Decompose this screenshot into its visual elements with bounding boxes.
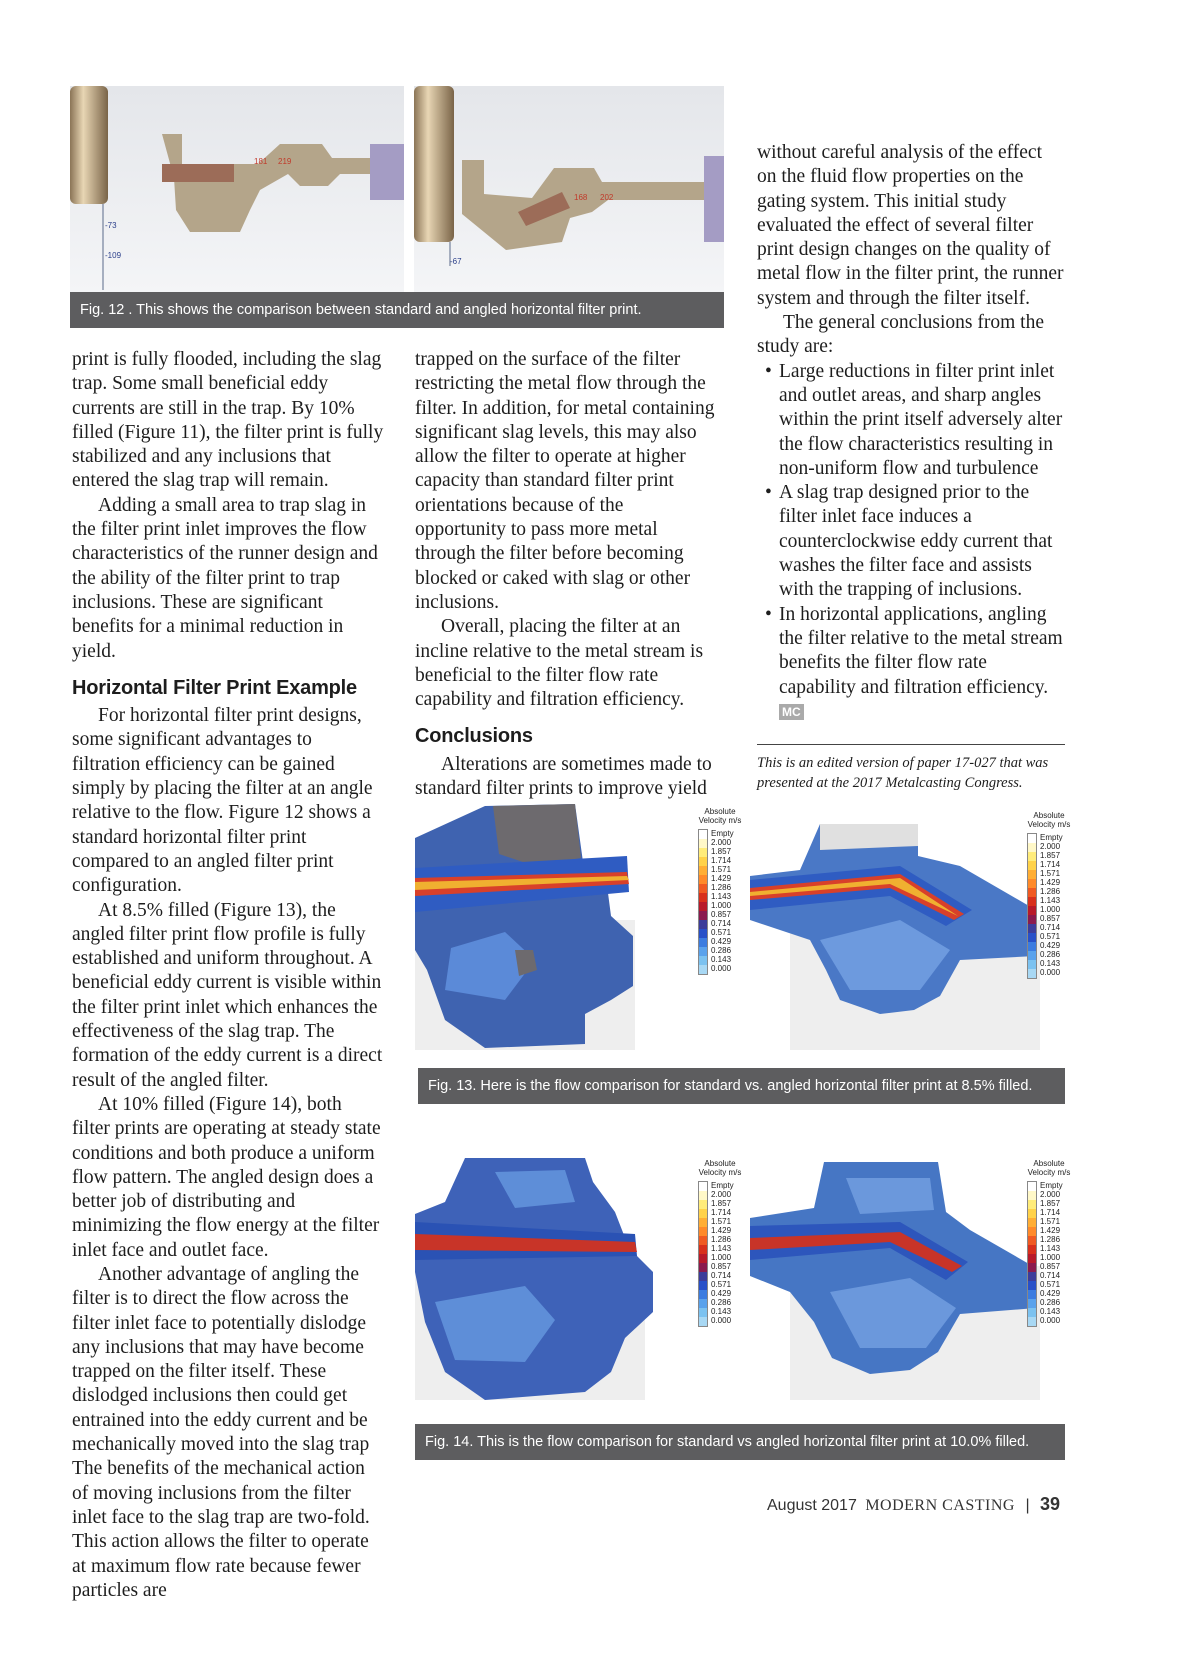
legend-swatch	[1028, 1317, 1036, 1326]
legend-units: Velocity m/s	[698, 816, 742, 825]
fig14-legend-left	[698, 1159, 742, 1327]
legend-swatch	[699, 1272, 707, 1281]
legend-swatch	[1028, 1290, 1036, 1299]
legend-value: 0.286	[1040, 1298, 1061, 1307]
fig14-angled-sim	[750, 1152, 1040, 1402]
legend-swatch	[699, 1245, 707, 1254]
legend-swatch	[1028, 861, 1036, 870]
legend-swatch	[1028, 1218, 1036, 1227]
legend-swatch	[1028, 1254, 1036, 1263]
heading-horizontal-filter-print-example: Horizontal Filter Print Example	[72, 676, 357, 699]
col1-paragraph-6: Another advantage of angling the filter is to direct the flow across the filter inlet face to potentially dislodge any inclusions that may have become trapped on the filter itself. These dislodged inclusions then could get entrained into the eddy current and be mechanically moved into the slag trap The benefits of the mechanical action of moving inclusions from the filter inlet face to the slag trap are two-fold. This action allows the filter to operate at maximum flow rate because fewer particles are	[72, 1263, 370, 1601]
legend-swatch	[699, 1299, 707, 1308]
legend-empty-label: Empty	[1040, 833, 1063, 842]
legend-swatch	[1028, 1263, 1036, 1272]
legend-value: 0.714	[1040, 923, 1061, 932]
legend-swatch	[699, 1218, 707, 1227]
legend-value: 1.000	[1040, 905, 1061, 914]
legend-swatch	[1028, 933, 1036, 942]
col2-paragraph-1: trapped on the surface of the filter restricting the metal flow through the filter. In addition, for metal containing significant slag levels, this may also allow the filter to operate at higher capacity than standard filter print orientations because of the opportunity to pass more metal through the filter before becoming blocked or caked with slag or other inclusions.	[415, 349, 715, 613]
conclusions-list	[757, 360, 1065, 724]
legend-swatch	[699, 1290, 707, 1299]
legend-swatch	[699, 1182, 707, 1191]
legend-value: 1.000	[1040, 1253, 1061, 1262]
fig14-legend-right	[1027, 1159, 1071, 1327]
page-number: 39	[1040, 1494, 1061, 1514]
legend-value: 1.714	[1040, 1208, 1061, 1217]
legend-value: 0.571	[711, 1280, 732, 1289]
legend-value: 1.143	[1040, 1244, 1061, 1253]
legend-swatch	[699, 839, 707, 848]
column-1	[72, 348, 384, 1603]
legend-swatch	[1028, 870, 1036, 879]
legend-value: 0.000	[711, 1316, 732, 1325]
legend-swatch	[699, 1200, 707, 1209]
legend-swatch	[1028, 1191, 1036, 1200]
legend-swatch	[1028, 1209, 1036, 1218]
legend-swatch	[1028, 1308, 1036, 1317]
legend-title: Absolute	[704, 1159, 736, 1168]
legend-swatch	[699, 893, 707, 902]
legend-value: 1.000	[711, 901, 732, 910]
col3-paragraph-1: without careful analysis of the effect on the fluid flow properties on the gating system. This initial study evaluated the effect of several filter print design changes on the quality of metal flow in the filter print, the runner system and through the filter itself.	[757, 142, 1064, 309]
fig13-standard-sim	[415, 800, 705, 1050]
paper-note: This is an edited version of paper 17-027 that was presented at the 2017 Metalcasting Congress.	[757, 755, 1049, 792]
legend-swatch	[1028, 924, 1036, 933]
footer-magazine: MODERN CASTING	[865, 1497, 1015, 1514]
legend-value: 1.143	[1040, 896, 1061, 905]
legend-value: 0.000	[1040, 1316, 1061, 1325]
legend-value: 0.286	[1040, 950, 1061, 959]
legend-value: 1.857	[1040, 851, 1061, 860]
legend-value: 0.429	[711, 937, 732, 946]
heading-conclusions: Conclusions	[415, 725, 533, 748]
col1-paragraph-4: At 8.5% filled (Figure 13), the angled filter print flow profile is fully established and uniform throughout. A beneficial eddy current is visible within the filter print inlet which enhances the effectiveness of the slag trap. The formation of the eddy current is a direct result of the angled filter.	[72, 899, 383, 1091]
col1-paragraph-2: Adding a small area to trap slag in the filter print inlet improves the flow characteristics of the runner design and the ability of the filter print to trap inclusions. These are significant benefits for a minimal reduction in yield.	[72, 494, 378, 662]
legend-value: 1.143	[711, 1244, 732, 1253]
legend-value: 1.429	[711, 1226, 732, 1235]
legend-swatch	[1028, 960, 1036, 969]
legend-swatch	[1028, 1245, 1036, 1254]
legend-value: 1.286	[1040, 1235, 1061, 1244]
legend-swatch	[1028, 1236, 1036, 1245]
legend-swatch	[699, 938, 707, 947]
legend-value: 1.571	[711, 1217, 732, 1226]
legend-title: Absolute	[1033, 811, 1065, 820]
col2-paragraph-3: Alterations are sometimes made to standard filter prints to improve yield	[415, 753, 712, 800]
col1-paragraph-1: print is fully flooded, including the slag trap. Some small beneficial eddy currents are still in the trap. By 10% filled (Figure 11), the filter print is fully stabilized and any inclusions that entered the slag trap will remain.	[72, 349, 384, 492]
fig12-caption: Fig. 12 . This shows the comparison between standard and angled horizontal filter print.	[70, 292, 724, 328]
legend-value: 0.714	[711, 1271, 732, 1280]
legend-empty-label: Empty	[1040, 1181, 1063, 1190]
legend-empty-label: Empty	[711, 829, 734, 838]
legend-swatch	[1028, 834, 1036, 843]
fig12-label-neg73: -73	[105, 221, 117, 230]
fig13-angled-sim	[750, 800, 1040, 1050]
legend-value: 1.429	[711, 874, 732, 883]
legend-value: 1.571	[1040, 1217, 1061, 1226]
fig12-label-neg109: -109	[105, 251, 122, 260]
legend-value: 0.143	[711, 1307, 732, 1316]
fig14-standard-sim	[415, 1152, 705, 1402]
legend-value: 2.000	[1040, 842, 1061, 851]
legend-value: 0.000	[1040, 968, 1061, 977]
legend-value: 0.429	[711, 1289, 732, 1298]
legend-value: 1.286	[711, 883, 732, 892]
legend-value: 1.000	[711, 1253, 732, 1262]
col1-paragraph-5: At 10% filled (Figure 14), both filter prints are operating at steady state conditions and both produce a uniform flow pattern. The angled design does a better job of distributing and minimizing the flow energy at the filter inlet face and outlet face.	[72, 1093, 381, 1261]
legend-value: 1.143	[711, 892, 732, 901]
legend-value: 0.571	[1040, 932, 1061, 941]
legend-value: 0.143	[711, 955, 732, 964]
legend-value: 1.714	[711, 1208, 732, 1217]
figure-12	[70, 86, 724, 292]
legend-swatch	[699, 1209, 707, 1218]
legend-value: 0.571	[1040, 1280, 1061, 1289]
legend-swatch	[699, 947, 707, 956]
legend-value: 0.286	[711, 1298, 732, 1307]
legend-value: 0.000	[711, 964, 732, 973]
legend-swatch	[699, 1236, 707, 1245]
legend-value: 2.000	[711, 1190, 732, 1199]
legend-value: 1.857	[1040, 1199, 1061, 1208]
legend-swatch	[699, 875, 707, 884]
footer-date: August 2017	[767, 1497, 857, 1514]
legend-value: 2.000	[711, 838, 732, 847]
column-3	[757, 141, 1065, 793]
legend-swatch	[699, 902, 707, 911]
legend-swatch	[1028, 906, 1036, 915]
legend-swatch	[699, 1191, 707, 1200]
legend-swatch	[1028, 843, 1036, 852]
legend-swatch	[699, 866, 707, 875]
legend-swatch	[1028, 915, 1036, 924]
legend-swatch	[1028, 879, 1036, 888]
legend-value: 0.857	[1040, 1262, 1061, 1271]
legend-value: 0.714	[711, 919, 732, 928]
col1-paragraph-3: For horizontal filter print designs, some significant advantages to filtration efficiency can be gained simply by placing the filter at an angle relative to the flow. Figure 12 shows a standard horizontal filter print compared to an angled filter print configuration.	[72, 705, 373, 897]
legend-swatch	[1028, 888, 1036, 897]
legend-value: 2.000	[1040, 1190, 1061, 1199]
legend-value: 1.429	[1040, 878, 1061, 887]
legend-value: 1.571	[711, 865, 732, 874]
fig12-label-219: 219	[278, 157, 292, 166]
legend-value: 1.286	[711, 1235, 732, 1244]
col2-paragraph-2: Overall, placing the filter at an incline relative to the metal stream is beneficial to the filter flow rate capability and filtration efficiency.	[415, 616, 704, 711]
legend-value: 0.286	[711, 946, 732, 955]
legend-swatch	[1028, 897, 1036, 906]
fig13-legend-right	[1027, 811, 1071, 979]
legend-swatch	[699, 1317, 707, 1326]
conclusion-item: • Large reductions in filter print inlet and outlet areas, and sharp angles within the print itself adversely alter the flow characteristics resulting in non-uniform flow and turbulence	[757, 360, 1065, 481]
legend-value: 0.857	[711, 910, 732, 919]
fig12-label-181: 181	[254, 157, 268, 166]
legend-value: 1.571	[1040, 869, 1061, 878]
legend-swatch	[699, 929, 707, 938]
legend-swatch	[1028, 1182, 1036, 1191]
legend-color-bar	[1027, 833, 1037, 979]
legend-swatch	[699, 956, 707, 965]
legend-value: 1.857	[711, 847, 732, 856]
legend-value: 1.714	[1040, 860, 1061, 869]
legend-value: 1.429	[1040, 1226, 1061, 1235]
legend-value: 1.714	[711, 856, 732, 865]
legend-swatch	[1028, 969, 1036, 978]
legend-value: 0.571	[711, 928, 732, 937]
legend-title: Absolute	[704, 807, 736, 816]
legend-swatch	[1028, 951, 1036, 960]
legend-swatch	[1028, 1227, 1036, 1236]
legend-units: Velocity m/s	[698, 1168, 742, 1177]
legend-swatch	[1028, 942, 1036, 951]
fig13-caption: Fig. 13. Here is the flow comparison for standard vs. angled horizontal filter print at 8.5% filled.	[418, 1068, 1065, 1104]
conclusion-item: • A slag trap designed prior to the filter inlet face induces a counterclockwise eddy current that washes the filter face and assists with the trapping of inclusions.	[757, 481, 1065, 602]
column-2	[415, 348, 715, 801]
legend-swatch	[699, 965, 707, 974]
conclusion-item: • In horizontal applications, angling the filter relative to the metal stream benefits the filter flow rate capability and filtration efficiency. MC	[757, 603, 1065, 724]
legend-value: 0.143	[1040, 1307, 1061, 1316]
legend-value: 0.857	[711, 1262, 732, 1271]
legend-swatch	[699, 911, 707, 920]
legend-color-bar	[1027, 1181, 1037, 1327]
legend-swatch	[1028, 1281, 1036, 1290]
fig14-caption: Fig. 14. This is the flow comparison for standard vs angled horizontal filter print at 10.0% filled.	[415, 1424, 1065, 1460]
fig13-legend-left	[698, 807, 742, 975]
legend-empty-label: Empty	[711, 1181, 734, 1190]
legend-swatch	[1028, 1272, 1036, 1281]
fig12-angled-image	[414, 86, 724, 292]
legend-title: Absolute	[1033, 1159, 1065, 1168]
legend-swatch	[699, 857, 707, 866]
legend-swatch	[699, 830, 707, 839]
legend-value: 0.429	[1040, 941, 1061, 950]
fig12-label-168: 168	[574, 193, 588, 202]
legend-value: 0.857	[1040, 914, 1061, 923]
legend-value: 0.714	[1040, 1271, 1061, 1280]
legend-swatch	[699, 1281, 707, 1290]
mc-logo: MC	[779, 704, 804, 720]
fig12-label-202: 202	[600, 193, 614, 202]
legend-value: 0.143	[1040, 959, 1061, 968]
legend-swatch	[699, 1308, 707, 1317]
fig12-label-neg67: -67	[450, 257, 462, 266]
col3-paragraph-2: The general conclusions from the study are:	[757, 312, 1044, 358]
legend-value: 1.286	[1040, 887, 1061, 896]
legend-swatch	[699, 1263, 707, 1272]
legend-swatch	[699, 1227, 707, 1236]
legend-color-bar	[698, 829, 708, 975]
page-footer	[767, 1494, 1060, 1515]
legend-value: 0.429	[1040, 1289, 1061, 1298]
legend-swatch	[1028, 852, 1036, 861]
fig12-standard-image	[70, 86, 404, 292]
figure-14	[415, 1152, 1071, 1422]
legend-swatch	[1028, 1299, 1036, 1308]
legend-value: 1.857	[711, 1199, 732, 1208]
figure-13	[415, 800, 1071, 1068]
legend-swatch	[1028, 1200, 1036, 1209]
footer-divider: |	[1025, 1497, 1030, 1514]
legend-color-bar	[698, 1181, 708, 1327]
legend-units: Velocity m/s	[1027, 1168, 1071, 1177]
legend-swatch	[699, 920, 707, 929]
legend-swatch	[699, 1254, 707, 1263]
legend-swatch	[699, 848, 707, 857]
legend-swatch	[699, 884, 707, 893]
legend-units: Velocity m/s	[1027, 820, 1071, 829]
note-divider	[757, 744, 1065, 745]
